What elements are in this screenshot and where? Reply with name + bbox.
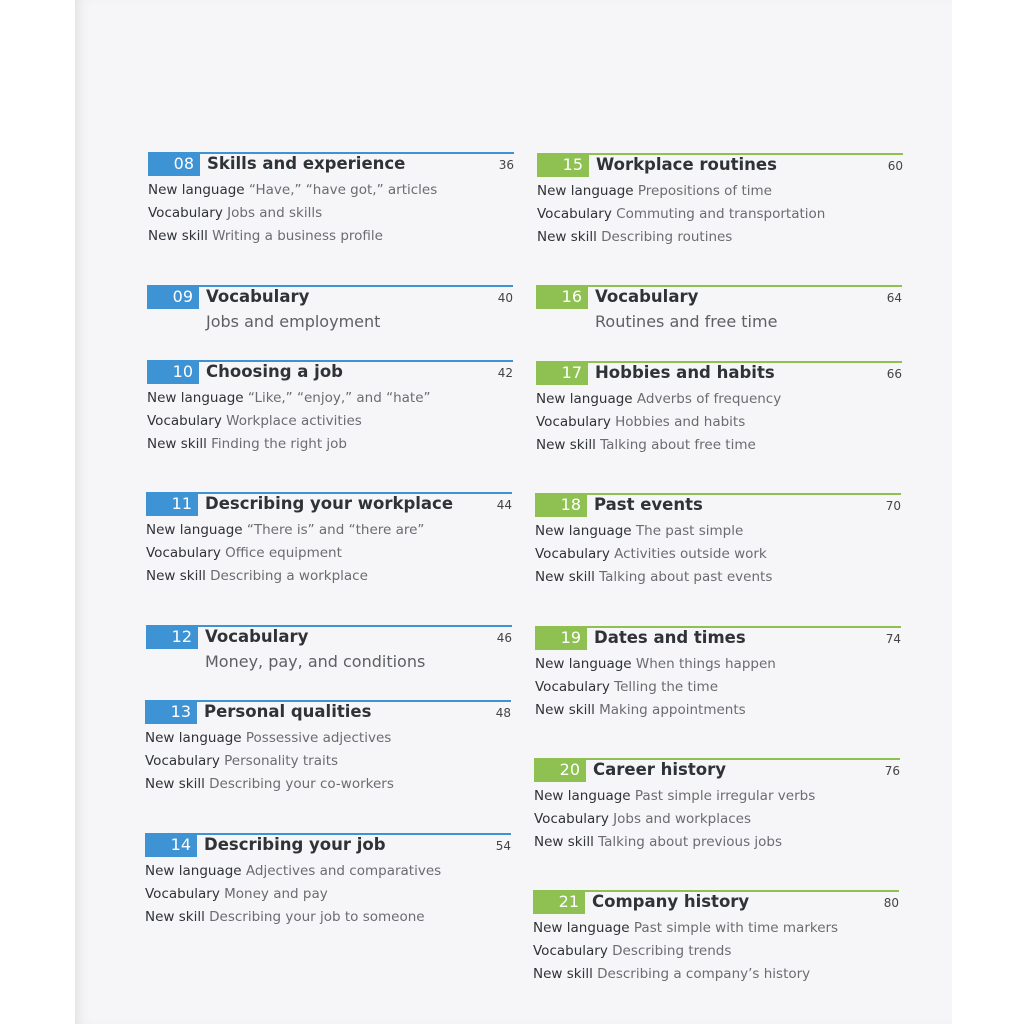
page-number: 46 [496, 631, 512, 645]
page-number: 42 [497, 366, 513, 380]
unit-entry [146, 625, 512, 673]
new-language-line [536, 388, 902, 411]
line-label: Vocabulary [145, 886, 220, 902]
line-text: Talking about past events [599, 569, 773, 585]
line-text: “Have,” “have got,” articles [248, 182, 438, 198]
line-text: Adverbs of frequency [636, 391, 782, 407]
page-number: 60 [887, 159, 903, 173]
new-skill-line [146, 565, 512, 588]
unit-number: 17 [536, 361, 588, 385]
page-number: 76 [884, 764, 900, 778]
line-text: Describing a workplace [210, 568, 368, 584]
line-label: New language [535, 523, 632, 539]
line-text: Possessive adjectives [245, 730, 392, 746]
line-label: Vocabulary [537, 206, 612, 222]
new-skill-line [535, 566, 901, 589]
line-text: Describing trends [612, 943, 732, 959]
line-text: Talking about free time [600, 437, 756, 453]
line-label: Vocabulary [535, 546, 610, 562]
new-language-line [145, 860, 511, 883]
line-text: “Like,” “enjoy,” and “hate” [247, 390, 431, 406]
unit-entry [535, 626, 901, 722]
line-text: Writing a business profile [212, 228, 383, 244]
unit-rule [147, 285, 513, 287]
new-skill-line [537, 226, 903, 249]
vocabulary-line [537, 203, 903, 226]
new-skill-line [145, 906, 511, 929]
line-label: New language [533, 920, 630, 936]
line-text: Hobbies and habits [615, 414, 746, 430]
new-language-line [535, 653, 901, 676]
vocabulary-line [536, 411, 902, 434]
vocabulary-line [534, 808, 900, 831]
line-label: New language [146, 522, 243, 538]
unit-title: Vocabulary [206, 287, 310, 306]
unit-title: Workplace routines [596, 155, 777, 174]
unit-title: Skills and experience [207, 154, 406, 173]
line-text: Describing your co-workers [209, 776, 394, 792]
line-label: New skill [146, 568, 206, 584]
line-label: New skill [147, 436, 207, 452]
unit-title: Vocabulary [595, 287, 699, 306]
line-label: New skill [148, 228, 208, 244]
vocabulary-line [147, 410, 513, 433]
vocabulary-line [533, 940, 899, 963]
page-number: 66 [886, 367, 902, 381]
line-text: Making appointments [599, 702, 746, 718]
new-language-line [148, 179, 514, 202]
page-number: 54 [495, 839, 511, 853]
line-text: Prepositions of time [637, 183, 772, 199]
line-label: New skill [145, 909, 205, 925]
vocabulary-line [146, 542, 512, 565]
line-text: Finding the right job [211, 436, 348, 452]
unit-title: Describing your job [204, 835, 386, 854]
line-label: New skill [145, 776, 205, 792]
unit-entry [148, 152, 514, 248]
vocabulary-line [148, 202, 514, 225]
line-label: Vocabulary [146, 545, 221, 561]
unit-entry [145, 833, 511, 929]
line-text: When things happen [635, 656, 776, 672]
unit-number: 13 [145, 700, 197, 724]
line-text: Activities outside work [614, 546, 767, 562]
unit-entry [145, 700, 511, 796]
new-language-line [146, 519, 512, 542]
line-text: Past simple with time markers [633, 920, 839, 936]
unit-number: 11 [146, 492, 198, 516]
line-label: New language [535, 656, 632, 672]
line-label: Vocabulary [148, 205, 223, 221]
line-label: New language [537, 183, 634, 199]
line-text: Commuting and transportation [616, 206, 826, 222]
unit-title: Vocabulary [205, 627, 309, 646]
line-text: Money and pay [224, 886, 328, 902]
unit-subtitle: Jobs and employment [206, 312, 381, 331]
page-number: 64 [886, 291, 902, 305]
new-skill-line [145, 773, 511, 796]
line-text: Talking about previous jobs [598, 834, 783, 850]
new-language-line [534, 785, 900, 808]
new-language-line [147, 387, 513, 410]
line-text: Describing a company’s history [597, 966, 811, 982]
line-label: Vocabulary [533, 943, 608, 959]
unit-number: 18 [535, 493, 587, 517]
page-number: 48 [495, 706, 511, 720]
unit-entry [536, 361, 902, 457]
line-label: New language [148, 182, 245, 198]
new-skill-line [536, 434, 902, 457]
unit-entry [147, 285, 513, 333]
unit-title: Personal qualities [204, 702, 372, 721]
unit-subtitle: Money, pay, and conditions [205, 652, 426, 671]
line-text: Office equipment [225, 545, 342, 561]
unit-rule [536, 285, 902, 287]
line-text: Jobs and skills [227, 205, 323, 221]
page-number: 36 [498, 158, 514, 172]
line-label: Vocabulary [534, 811, 609, 827]
line-label: New language [145, 863, 242, 879]
line-label: New skill [534, 834, 594, 850]
unit-entry [146, 492, 512, 588]
vocabulary-line [535, 543, 901, 566]
unit-title: Past events [594, 495, 703, 514]
line-text: Adjectives and comparatives [245, 863, 442, 879]
page-number: 44 [496, 498, 512, 512]
line-label: New skill [535, 702, 595, 718]
unit-entry [536, 285, 902, 333]
page-number: 80 [883, 896, 899, 910]
unit-title: Dates and times [594, 628, 746, 647]
line-label: New language [536, 391, 633, 407]
line-text: Personality traits [224, 753, 339, 769]
line-label: New skill [535, 569, 595, 585]
unit-title: Hobbies and habits [595, 363, 775, 382]
unit-number: 20 [534, 758, 586, 782]
line-label: New skill [537, 229, 597, 245]
unit-number: 19 [535, 626, 587, 650]
line-label: Vocabulary [145, 753, 220, 769]
page-number: 40 [497, 291, 513, 305]
unit-rule [146, 625, 512, 627]
new-language-line [533, 917, 899, 940]
new-language-line [535, 520, 901, 543]
line-label: New language [534, 788, 631, 804]
line-label: New skill [536, 437, 596, 453]
left-margin [0, 0, 75, 1024]
unit-number: 21 [533, 890, 585, 914]
line-label: New language [145, 730, 242, 746]
line-label: Vocabulary [536, 414, 611, 430]
unit-title: Describing your workplace [205, 494, 454, 513]
unit-entry [147, 360, 513, 456]
unit-number: 14 [145, 833, 197, 857]
new-language-line [537, 180, 903, 203]
unit-title: Company history [592, 892, 750, 911]
line-label: Vocabulary [147, 413, 222, 429]
unit-title: Career history [593, 760, 726, 779]
unit-subtitle: Routines and free time [595, 312, 778, 331]
line-label: New skill [533, 966, 593, 982]
vocabulary-line [145, 750, 511, 773]
line-text: The past simple [635, 523, 744, 539]
unit-number: 08 [148, 152, 200, 176]
line-text: Describing routines [601, 229, 733, 245]
new-skill-line [533, 963, 899, 986]
line-label: New language [147, 390, 244, 406]
new-skill-line [535, 699, 901, 722]
unit-entry [537, 153, 903, 249]
unit-entry [533, 890, 899, 986]
unit-title: Choosing a job [206, 362, 343, 381]
unit-rule [535, 493, 901, 495]
page-number: 70 [885, 499, 901, 513]
line-label: Vocabulary [535, 679, 610, 695]
unit-entry [535, 493, 901, 589]
unit-number: 16 [536, 285, 588, 309]
line-text: Workplace activities [226, 413, 362, 429]
line-text: Describing your job to someone [209, 909, 425, 925]
unit-number: 09 [147, 285, 199, 309]
line-text: Telling the time [614, 679, 719, 695]
unit-entry [534, 758, 900, 854]
new-skill-line [147, 433, 513, 456]
new-language-line [145, 727, 511, 750]
vocabulary-line [145, 883, 511, 906]
vocabulary-line [535, 676, 901, 699]
new-skill-line [534, 831, 900, 854]
page-number: 74 [885, 632, 901, 646]
unit-number: 12 [146, 625, 198, 649]
right-margin [952, 0, 1024, 1024]
line-text: Past simple irregular verbs [634, 788, 816, 804]
unit-number: 15 [537, 153, 589, 177]
new-skill-line [148, 225, 514, 248]
unit-number: 10 [147, 360, 199, 384]
line-text: “There is” and “there are” [246, 522, 425, 538]
line-text: Jobs and workplaces [613, 811, 751, 827]
